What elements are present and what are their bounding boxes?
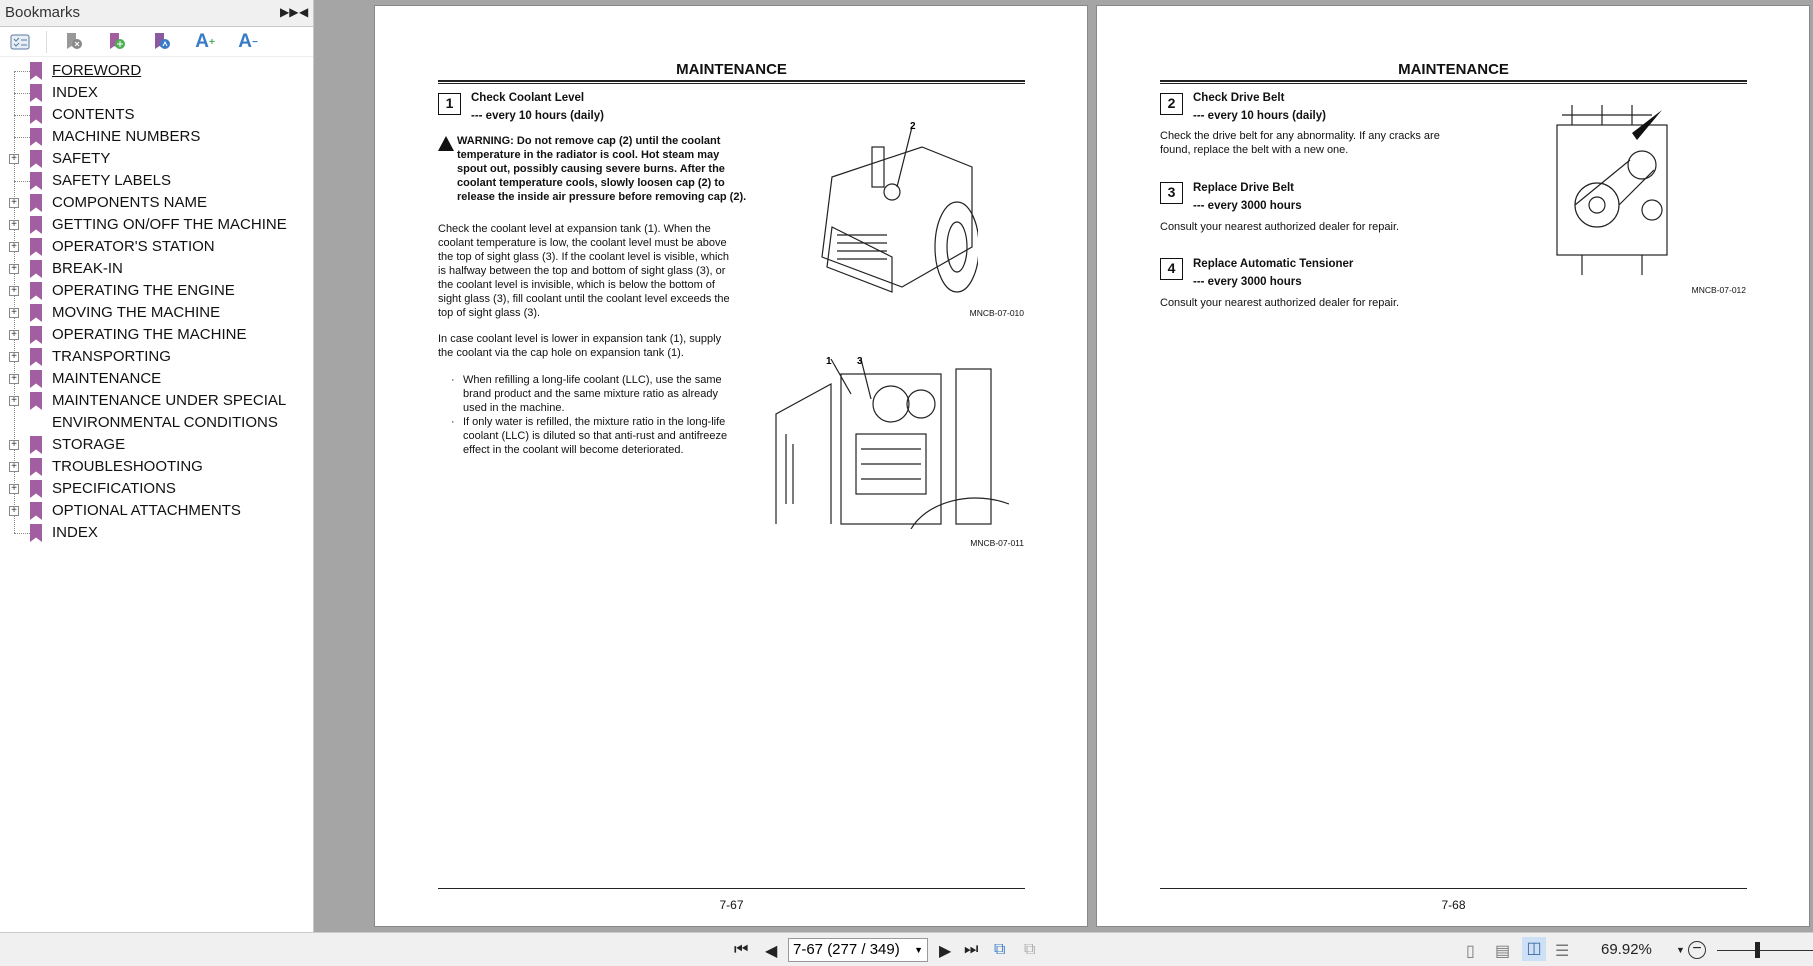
- bookmark-item[interactable]: [0, 346, 300, 368]
- bookmark-label[interactable]: INDEX: [52, 524, 98, 541]
- bookmark-item[interactable]: [0, 148, 300, 170]
- first-page-button[interactable]: ⏮: [734, 941, 749, 958]
- bookmark-options-icon[interactable]: [8, 31, 32, 53]
- continuous-view-icon[interactable]: ▤: [1495, 943, 1511, 960]
- bookmark-item[interactable]: [0, 126, 300, 148]
- bookmark-label[interactable]: GETTING ON/OFF THE MACHINE: [52, 216, 287, 233]
- bookmark-icon: [30, 348, 42, 366]
- item-heading: Replace Automatic Tensioner: [1193, 258, 1354, 270]
- bookmark-icon: [30, 62, 42, 80]
- bookmark-label[interactable]: TRANSPORTING: [52, 348, 171, 365]
- page-left: [374, 5, 1088, 927]
- bookmark-icon: [30, 282, 42, 300]
- bookmark-icon: [30, 194, 42, 212]
- bookmark-item[interactable]: [0, 60, 300, 82]
- bookmark-item[interactable]: [0, 192, 300, 214]
- page-number: 7-68: [1441, 898, 1466, 912]
- paragraph: Consult your nearest authorized dealer for repair.: [1160, 297, 1400, 309]
- paragraph: Consult your nearest authorized dealer for repair.: [1160, 221, 1400, 233]
- bookmark-label[interactable]: SAFETY: [52, 150, 111, 167]
- expand-icon[interactable]: +: [9, 462, 19, 472]
- expand-icon[interactable]: +: [9, 286, 19, 296]
- bookmark-destination-icon[interactable]: [150, 31, 174, 53]
- bookmark-icon: [30, 304, 42, 322]
- status-toolbar: [0, 932, 1813, 966]
- item-interval: --- every 10 hours (daily): [1193, 110, 1326, 122]
- bookmark-label[interactable]: CONTENTS: [52, 106, 135, 123]
- bullet-item: · If only water is refilled, the mixture ratio in the long-life coolant (LLC) is diluted so that anti-rust and antifreeze effect in the coolant will become deteriorated.: [451, 416, 728, 456]
- expand-icon[interactable]: +: [9, 242, 19, 252]
- radiator-illustration: [802, 117, 978, 302]
- bookmarks-header: [0, 0, 313, 27]
- bookmark-label[interactable]: MACHINE NUMBERS: [52, 128, 201, 145]
- expand-icon[interactable]: +: [9, 506, 19, 516]
- chevron-down-icon[interactable]: ▼: [914, 945, 923, 955]
- item-interval: --- every 3000 hours: [1193, 200, 1302, 212]
- paragraph: In case coolant level is lower in expansion tank (1), supply the coolant via the cap hole on expansion tank (1).: [438, 333, 722, 359]
- bookmark-item[interactable]: [0, 258, 300, 280]
- increase-font-icon[interactable]: A +: [195, 31, 215, 52]
- bookmark-icon: [30, 172, 42, 190]
- bookmark-item[interactable]: [0, 478, 300, 500]
- continuous-facing-view-icon[interactable]: ☰: [1555, 943, 1570, 960]
- next-view-icon[interactable]: ⧉: [1024, 941, 1036, 958]
- figure-caption: MNCB-07-010: [969, 308, 1024, 318]
- bookmark-label[interactable]: OPERATOR'S STATION: [52, 238, 215, 255]
- bookmark-icon: [30, 106, 42, 124]
- add-bookmark-icon[interactable]: [105, 31, 129, 53]
- bookmarks-toolbar: [0, 27, 313, 57]
- item-interval: --- every 3000 hours: [1193, 276, 1302, 288]
- bookmark-item[interactable]: [0, 104, 300, 126]
- bullet-item: · When refilling a long-life coolant (LLC), use the same brand product and the same mixture ratio as already used in the machine.: [451, 374, 722, 414]
- bookmark-label[interactable]: OPERATING THE ENGINE: [52, 282, 235, 299]
- previous-view-icon[interactable]: ⧉: [994, 941, 1006, 958]
- bookmark-icon: [30, 502, 42, 520]
- bookmark-item[interactable]: [0, 324, 300, 346]
- bookmark-item[interactable]: [0, 214, 300, 236]
- warning-text: WARNING: Do not remove cap (2) until the coolant temperature in the radiator is cool. Hot steam may spout out, possibly causing severe burns. After the coolant temperature cools, slowly loosen cap (2) to release the inside air pressure before removing cap (2).: [457, 135, 747, 203]
- page-title: MAINTENANCE: [676, 61, 787, 78]
- bookmark-item[interactable]: [0, 390, 300, 431]
- bookmark-label[interactable]: MOVING THE MACHINE: [52, 304, 221, 321]
- paragraph: Check the coolant level at expansion tank (1). When the coolant temperature is low, the coolant level must be above the top of sight glass (3). If the coolant level is visible, which is halfway between the top and bottom of sight glass (3), or the coolant level is invisible, which is below the bottom of sight glass (3), fill coolant until the coolant level exceeds the top of sight glass (3).: [438, 223, 730, 319]
- bookmark-icon: [30, 84, 42, 102]
- decrease-font-icon[interactable]: A −: [238, 31, 258, 52]
- bookmark-label-cont[interactable]: ENVIRONMENTAL CONDITIONS: [52, 414, 278, 431]
- page-number-field[interactable]: 7-67 (277 / 349) ▼: [788, 938, 928, 962]
- item-heading: Check Drive Belt: [1193, 92, 1285, 104]
- bookmark-label[interactable]: SPECIFICATIONS: [52, 480, 176, 497]
- bookmark-label[interactable]: OPERATING THE MACHINE: [52, 326, 247, 343]
- expand-icon[interactable]: +: [9, 308, 19, 318]
- bookmark-label[interactable]: SAFETY LABELS: [52, 172, 171, 189]
- collapse-panel-icon[interactable]: ◀: [299, 5, 309, 19]
- bookmarks-title: Bookmarks: [5, 4, 81, 21]
- figure-caption: MNCB-07-011: [970, 538, 1024, 548]
- bookmark-label[interactable]: STORAGE: [52, 436, 126, 453]
- bookmark-item[interactable]: [0, 368, 300, 390]
- bookmark-item[interactable]: [0, 280, 300, 302]
- page-right: [1096, 5, 1810, 927]
- item-interval: --- every 10 hours (daily): [471, 110, 604, 122]
- figure-caption: MNCB-07-012: [1691, 285, 1746, 295]
- previous-page-button[interactable]: ◀: [765, 943, 778, 960]
- item-number: 1: [438, 93, 461, 115]
- bookmark-item[interactable]: [0, 170, 300, 192]
- zoom-level[interactable]: 69.92%: [1601, 941, 1652, 958]
- item-heading: Replace Drive Belt: [1193, 182, 1294, 194]
- bookmark-label[interactable]: FOREWORD: [52, 62, 142, 79]
- item-heading: Check Coolant Level: [471, 92, 585, 104]
- bookmark-item[interactable]: [0, 236, 300, 258]
- expand-panel-icon[interactable]: ▶▶: [280, 5, 299, 19]
- bookmark-icon: [30, 216, 42, 234]
- warning-block: [438, 134, 748, 204]
- page-title: MAINTENANCE: [1398, 61, 1509, 78]
- bookmark-label[interactable]: BREAK-IN: [52, 260, 123, 277]
- delete-bookmark-icon[interactable]: [62, 31, 86, 53]
- single-page-view-icon[interactable]: ▯: [1466, 943, 1475, 960]
- bookmark-item[interactable]: [0, 434, 300, 456]
- bookmark-label[interactable]: OPTIONAL ATTACHMENTS: [52, 502, 241, 519]
- expand-icon[interactable]: +: [9, 484, 19, 494]
- engine-compartment-illustration: [771, 354, 1009, 529]
- page-number: 7-67: [719, 898, 744, 912]
- svg-text:3: 3: [857, 356, 863, 367]
- expand-icon[interactable]: +: [9, 440, 19, 450]
- bookmark-icon: [30, 260, 42, 278]
- bookmark-icon: [30, 480, 42, 498]
- expand-icon[interactable]: +: [9, 374, 19, 384]
- item-number: 2: [1160, 93, 1183, 115]
- svg-text:1: 1: [826, 356, 832, 367]
- last-page-button[interactable]: ⏭: [964, 941, 979, 958]
- zoom-slider[interactable]: [1717, 950, 1813, 951]
- zoom-slider-thumb[interactable]: [1755, 942, 1760, 958]
- two-page-view-icon[interactable]: ◫: [1522, 937, 1546, 961]
- item-number: 4: [1160, 258, 1183, 280]
- bookmark-label[interactable]: INDEX: [52, 84, 98, 101]
- expand-icon[interactable]: +: [9, 198, 19, 208]
- bookmark-icon: [30, 238, 42, 256]
- expand-icon[interactable]: +: [9, 330, 19, 340]
- zoom-dropdown-icon[interactable]: ▼: [1676, 945, 1685, 955]
- expand-icon[interactable]: +: [9, 154, 19, 164]
- bookmark-label[interactable]: MAINTENANCE UNDER SPECIAL: [52, 392, 287, 409]
- bookmark-item[interactable]: [0, 456, 300, 478]
- paragraph: Check the drive belt for any abnormality. If any cracks are found, replace the belt with a new one.: [1160, 130, 1440, 156]
- bookmark-icon: [30, 370, 42, 388]
- warning-icon: [438, 136, 454, 151]
- bookmark-icon: [30, 326, 42, 344]
- expand-icon[interactable]: +: [9, 220, 19, 230]
- bookmark-icon: [30, 436, 42, 454]
- expand-icon[interactable]: +: [9, 352, 19, 362]
- bookmark-item[interactable]: [0, 500, 300, 522]
- engine-illustration: [1542, 105, 1683, 277]
- expand-icon[interactable]: +: [9, 396, 19, 406]
- callout: 2: [910, 121, 916, 132]
- item-number: 3: [1160, 182, 1183, 204]
- next-page-button[interactable]: ▶: [939, 943, 952, 960]
- bookmark-icon: [30, 524, 42, 542]
- zoom-out-icon[interactable]: −: [1688, 941, 1706, 959]
- bookmark-item[interactable]: [0, 302, 300, 324]
- bookmark-item[interactable]: [0, 82, 300, 104]
- bookmark-label[interactable]: MAINTENANCE: [52, 370, 162, 387]
- bookmark-icon: [30, 392, 42, 410]
- bookmark-label[interactable]: TROUBLESHOOTING: [52, 458, 203, 475]
- bookmark-icon: [30, 458, 42, 476]
- bookmark-item[interactable]: [0, 522, 300, 544]
- bookmarks-panel: [0, 0, 314, 932]
- bookmark-icon: [30, 150, 42, 168]
- bookmark-label[interactable]: COMPONENTS NAME: [52, 194, 208, 211]
- bookmark-icon: [30, 128, 42, 146]
- expand-icon[interactable]: +: [9, 264, 19, 274]
